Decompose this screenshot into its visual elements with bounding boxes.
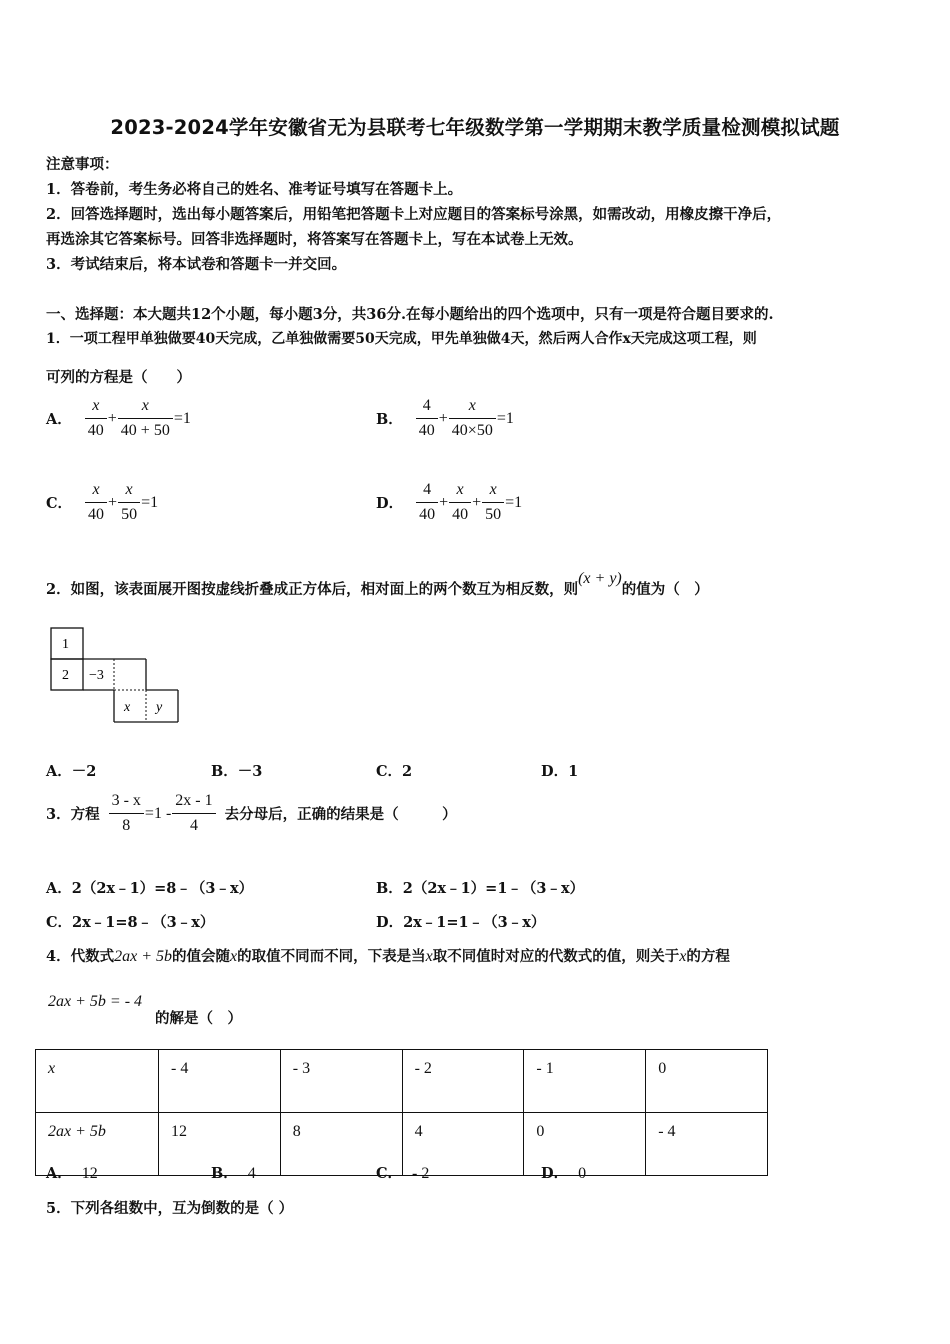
table-cell: 2ax + 5b <box>36 1113 159 1176</box>
q1-option-b[interactable] <box>376 397 514 440</box>
option-label: A． <box>46 411 72 428</box>
q1-stem: 1．一项工程甲单独做要40天完成，乙单独做需要50天完成，甲先单独做4天，然后两人合作x天完成这项工程，则 <box>46 331 757 347</box>
operator: + <box>439 493 449 511</box>
q2-text: 2．如图，该表面展开图按虚线折叠成正方体后，相对面上的两个数互为相反数，则 <box>46 581 579 598</box>
fraction-numerator: x <box>85 397 107 419</box>
fraction-numerator: 4 <box>416 397 438 419</box>
q4-equation: 2ax + 5b = - 4 <box>48 993 143 1010</box>
fraction-numerator: x <box>118 481 140 503</box>
fraction-denominator: 40 + 50 <box>120 422 170 439</box>
q4-expr: 2ax + 5b <box>114 948 172 965</box>
fraction-denominator: 50 <box>121 506 138 523</box>
fraction-numerator: x <box>118 397 173 419</box>
q2-option-d[interactable]: D．1 <box>541 763 579 780</box>
section-heading: 一、选择题：本大题共12个小题，每小题3分，共36分.在每小题给出的四个选项中，只有一项是符合题目要求的. <box>46 306 774 323</box>
q3-option-a[interactable]: A．2（2x﹣1）=8﹣（3﹣x） <box>46 880 254 897</box>
q4-option-d[interactable] <box>541 1162 586 1183</box>
net-cell-3: −3 <box>89 668 104 683</box>
q2-option-c[interactable]: C．2 <box>376 763 413 780</box>
equals-rhs: =1 <box>173 409 191 427</box>
operator: + <box>107 409 117 427</box>
q4-option-b[interactable] <box>211 1162 256 1183</box>
table-cell: - 4 <box>646 1113 768 1176</box>
q4-var: x <box>425 948 433 965</box>
q3-stem <box>46 792 457 835</box>
q3-option-d[interactable]: D．2x﹣1=1﹣（3﹣x） <box>376 914 546 931</box>
q1-stem-cont: 可列的方程是（ ） <box>46 369 191 386</box>
option-value: 4 <box>247 1165 256 1182</box>
q2-expression: (x + y) <box>578 570 622 587</box>
q4-option-c[interactable] <box>376 1162 429 1183</box>
q4-text: 的方程 <box>686 948 730 965</box>
q1-option-a[interactable] <box>46 397 191 440</box>
fraction-numerator: x <box>85 481 107 503</box>
q4-ask: 的解是（ ） <box>155 1010 242 1027</box>
equals-rhs: =1 <box>505 493 523 511</box>
q3-suffix: 去分母后，正确的结果是（ ） <box>224 806 457 823</box>
fraction-denominator: 40 <box>452 506 469 523</box>
fraction-denominator: 8 <box>122 817 131 834</box>
net-cell-x: x <box>124 700 131 715</box>
fraction-denominator: 50 <box>485 506 502 523</box>
table-row <box>36 1050 768 1113</box>
q4-text: 取不同值时对应的代数式的值，则关于 <box>432 948 680 965</box>
table-cell: 4 <box>402 1113 524 1176</box>
q4-text: 4．代数式 <box>46 948 115 965</box>
option-label: A． <box>46 1165 72 1182</box>
equals-rhs: =1 <box>141 493 159 511</box>
fraction-numerator: x <box>449 397 496 419</box>
operator: + <box>108 493 118 511</box>
table-cell: 0 <box>524 1113 646 1176</box>
option-value: 0 <box>578 1165 587 1182</box>
value-table <box>35 1049 768 1176</box>
option-value: - 2 <box>412 1165 430 1182</box>
q1-option-d[interactable] <box>376 481 522 524</box>
q3-mid: =1 - <box>144 804 172 822</box>
fraction-denominator: 40×50 <box>451 422 493 439</box>
q4-option-a[interactable] <box>46 1162 98 1183</box>
notice-heading: 注意事项： <box>46 156 119 173</box>
q1-option-c[interactable] <box>46 481 158 524</box>
option-label: D． <box>376 495 404 512</box>
option-label: B． <box>376 411 403 428</box>
fraction-denominator: 40 <box>419 506 436 523</box>
equals-rhs: =1 <box>496 409 514 427</box>
option-label: C． <box>376 1165 403 1182</box>
fraction-numerator: x <box>482 481 504 503</box>
operator: + <box>472 493 482 511</box>
q2-text-end: 的值为（ ） <box>621 581 709 598</box>
q4-text: 的值会随 <box>172 948 230 965</box>
option-label: C． <box>46 495 73 512</box>
q3-option-b[interactable]: B．2（2x﹣1）=1﹣（3﹣x） <box>376 880 585 897</box>
table-cell: - 1 <box>524 1050 646 1113</box>
notice-item: 1．答卷前，考生务必将自己的姓名、准考证号填写在答题卡上。 <box>46 181 463 198</box>
table-cell: 8 <box>280 1113 402 1176</box>
q4-var: x <box>679 948 687 965</box>
q4-stem <box>46 945 730 966</box>
q2-option-b[interactable]: B．－3 <box>211 763 263 780</box>
fraction-numerator: 2x - 1 <box>172 792 215 814</box>
q2-stem <box>46 570 709 599</box>
q3-option-c[interactable]: C．2x﹣1=8﹣（3﹣x） <box>46 914 215 931</box>
page-title: 2023-2024学年安徽省无为县联考七年级数学第一学期期末教学质量检测模拟试题 <box>110 116 840 139</box>
q5-stem: 5．下列各组数中，互为倒数的是（ ） <box>46 1200 294 1217</box>
net-cell-1: 1 <box>62 637 69 652</box>
net-cell-2: 2 <box>62 668 69 683</box>
fraction-denominator: 40 <box>87 422 104 439</box>
fraction-denominator: 40 <box>88 506 105 523</box>
notice-item: 2．回答选择题时，选出每小题答案后，用铅笔把答题卡上对应题目的答案标号涂黑，如需改动，用橡皮擦干净后， <box>46 206 782 223</box>
cube-net-figure <box>50 627 182 723</box>
table-cell: - 3 <box>280 1050 402 1113</box>
option-label: B． <box>211 1165 238 1182</box>
fraction-denominator: 40 <box>418 422 435 439</box>
q2-option-a[interactable]: A．－2 <box>46 763 97 780</box>
notice-item: 再选涂其它答案标号。回答非选择题时，将答案写在答题卡上，写在本试卷上无效。 <box>46 231 583 248</box>
q4-var: x <box>230 948 238 965</box>
fraction-numerator: 3 - x <box>109 792 144 814</box>
table-cell: 0 <box>646 1050 768 1113</box>
option-value: 12 <box>81 1165 98 1182</box>
table-cell: 12 <box>159 1113 281 1176</box>
table-cell: - 2 <box>402 1050 524 1113</box>
table-cell: x <box>36 1050 159 1113</box>
q3-prefix: 3．方程 <box>46 806 100 823</box>
operator: + <box>438 409 448 427</box>
net-cell-y: y <box>156 700 163 715</box>
notice-item: 3．考试结束后，将本试卷和答题卡一并交回。 <box>46 256 347 273</box>
fraction-denominator: 4 <box>189 817 198 834</box>
q4-text: 的取值不同而不同，下表是当 <box>237 948 426 965</box>
option-label: D． <box>541 1165 569 1182</box>
table-cell: - 4 <box>159 1050 281 1113</box>
fraction-numerator: x <box>449 481 471 503</box>
fraction-numerator: 4 <box>416 481 438 503</box>
